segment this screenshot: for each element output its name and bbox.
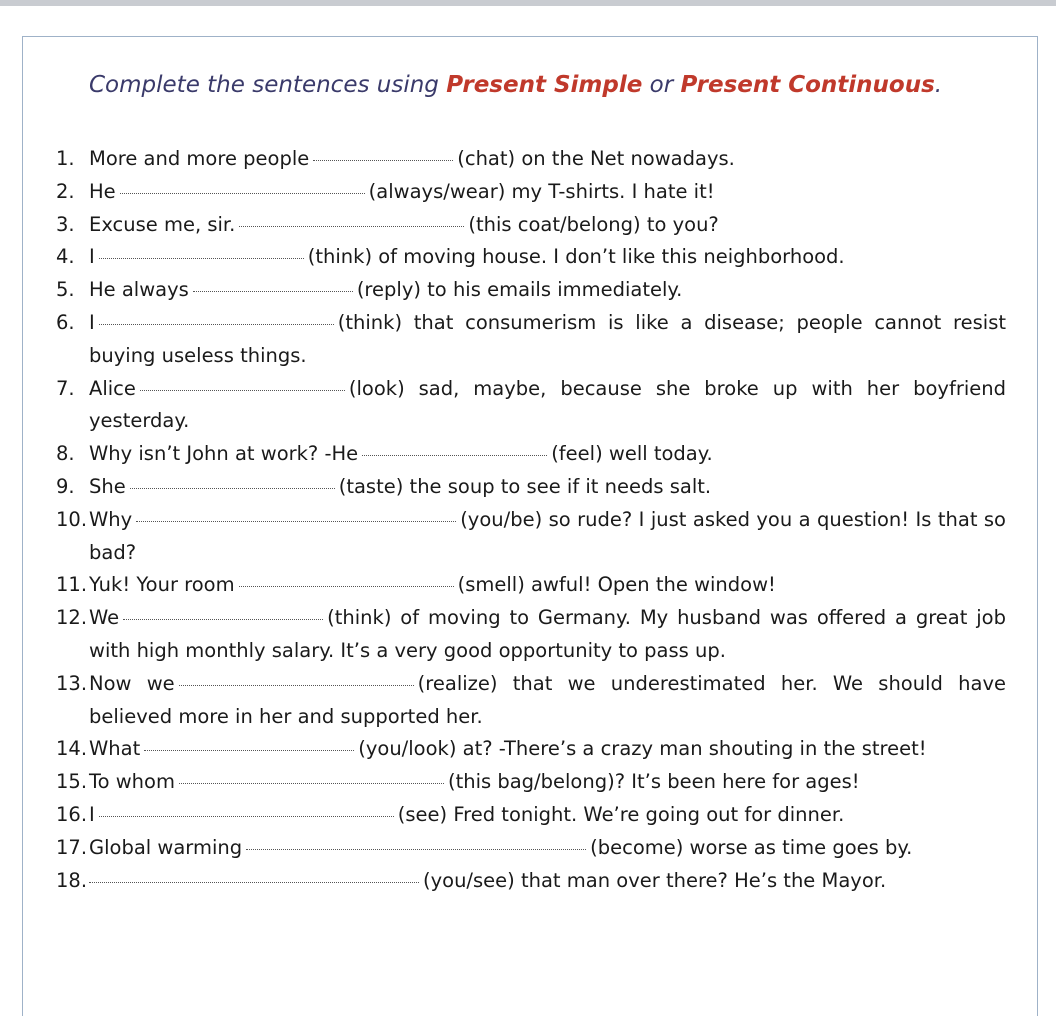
item-number: 11. <box>56 573 88 597</box>
item-text-before: Why isn’t John at work? -He <box>89 442 359 466</box>
item-text-before: What <box>89 737 141 761</box>
item-text-after: (think) of moving house. I don’t like this neighborhood. <box>307 245 845 269</box>
answer-blank[interactable] <box>239 225 464 227</box>
answer-blank[interactable] <box>120 192 365 194</box>
exercise-item <box>56 766 1006 799</box>
answer-blank[interactable] <box>313 159 453 161</box>
item-number: 10. <box>56 507 88 531</box>
instruction-middle: or <box>642 72 681 98</box>
exercise-item <box>56 733 1006 766</box>
item-text-after: (become) worse as time goes by. <box>590 835 913 859</box>
item-text-before: I <box>89 310 95 334</box>
answer-blank[interactable] <box>362 454 547 456</box>
item-text-after: (this bag/belong)? It’s been here for ages! <box>447 770 860 794</box>
answer-blank[interactable] <box>239 585 454 587</box>
item-text-before: Yuk! Your room <box>89 573 235 597</box>
item-text-before: To whom <box>89 770 175 794</box>
answer-blank[interactable] <box>99 257 304 259</box>
answer-blank[interactable] <box>130 487 335 489</box>
item-number: 6. <box>56 310 75 334</box>
answer-blank[interactable] <box>179 782 444 784</box>
answer-blank[interactable] <box>89 881 419 883</box>
item-number: 1. <box>56 147 75 170</box>
item-text-after: (you/see) that man over there? He’s the Mayor. <box>423 868 887 892</box>
item-number: 7. <box>56 376 75 400</box>
item-text-after: (you/be) so rude? I just asked you a question! Is that so bad? <box>89 507 1006 564</box>
item-text-after: (taste) the soup to see if it needs salt. <box>338 474 712 498</box>
exercise-item <box>56 143 1006 176</box>
exercise-item <box>56 569 1006 602</box>
item-text-after: (smell) awful! Open the window! <box>457 573 776 597</box>
answer-blank[interactable] <box>179 684 414 686</box>
item-text-after: (you/look) at? -There’s a crazy man shouting in the street! <box>358 737 927 761</box>
item-number: 14. <box>56 737 88 761</box>
answer-blank[interactable] <box>123 618 323 620</box>
exercise-item <box>56 241 1006 274</box>
answer-blank[interactable] <box>99 815 394 817</box>
item-text-after: (reply) to his emails immediately. <box>356 278 683 302</box>
exercise-item <box>56 504 1006 570</box>
item-text-after: (realize) that we underestimated her. We should have believed more in her and supported her. <box>89 671 1006 728</box>
item-text-after: (feel) well today. <box>551 442 713 466</box>
item-text-before: We <box>89 606 120 630</box>
exercise-item <box>56 274 1006 307</box>
instruction-prefix: Complete the sentences using <box>89 72 447 98</box>
item-text-after: (this coat/belong) to you? <box>468 212 719 236</box>
item-text-before: Now we <box>89 671 175 695</box>
item-number: 16. <box>56 802 88 826</box>
item-number: 3. <box>56 212 75 236</box>
item-text-before: She <box>89 474 126 498</box>
item-text-after: (see) Fred tonight. We’re going out for dinner. <box>397 802 845 826</box>
item-number: 2. <box>56 179 75 203</box>
item-text-after: (think) that consumerism is like a disease; people cannot resist buying useless things. <box>89 310 1006 367</box>
exercise-item <box>56 438 1006 471</box>
item-text-before: Why <box>89 507 133 531</box>
exercise-item <box>56 209 1006 242</box>
item-text-after: (think) of moving to Germany. My husband was offered a great job with high monthly salary. It’s a very good opportunity to pass up. <box>89 606 1006 662</box>
item-number: 12. <box>56 606 88 630</box>
item-number: 5. <box>56 278 75 302</box>
exercise-list <box>56 143 1006 897</box>
item-text-after: (chat) on the Net nowadays. <box>457 147 735 170</box>
exercise-item <box>56 471 1006 504</box>
instruction-suffix: . <box>934 72 943 98</box>
answer-blank[interactable] <box>140 389 345 391</box>
tense-present-continuous: Present Continuous <box>680 72 935 98</box>
answer-blank[interactable] <box>136 520 456 522</box>
item-number: 8. <box>56 442 75 466</box>
item-text-after: (always/wear) my T-shirts. I hate it! <box>368 179 715 203</box>
item-number: 18. <box>56 868 88 892</box>
item-text-before: He <box>89 179 116 203</box>
item-number: 9. <box>56 474 75 498</box>
exercise-item <box>56 799 1006 832</box>
exercise-item <box>56 307 1006 373</box>
exercise-item <box>56 668 1006 734</box>
exercise-item <box>56 832 1006 865</box>
item-number: 4. <box>56 245 75 269</box>
item-text-before: I <box>89 245 95 269</box>
item-text-before: More and more people <box>89 147 310 170</box>
item-text-before: Alice <box>89 376 136 400</box>
tense-present-simple: Present Simple <box>446 72 643 98</box>
item-number: 15. <box>56 770 88 794</box>
top-strip <box>0 0 1056 6</box>
item-number: 17. <box>56 835 88 859</box>
item-text-before: He always <box>89 278 189 302</box>
exercise-item <box>56 602 1006 668</box>
item-text-before: Excuse me, sir. <box>89 212 236 236</box>
answer-blank[interactable] <box>99 323 334 325</box>
answer-blank[interactable] <box>144 749 354 751</box>
answer-blank[interactable] <box>246 848 586 850</box>
answer-blank[interactable] <box>193 290 353 292</box>
item-number: 13. <box>56 671 88 695</box>
item-text-after: (look) sad, maybe, because she broke up with her boyfriend yesterday. <box>89 376 1006 433</box>
item-text-before: I <box>89 802 95 826</box>
instruction-heading <box>89 72 1029 98</box>
item-text-before: Global warming <box>89 835 243 859</box>
exercise-item <box>56 865 1006 898</box>
exercise-item <box>56 176 1006 209</box>
exercise-item <box>56 373 1006 439</box>
